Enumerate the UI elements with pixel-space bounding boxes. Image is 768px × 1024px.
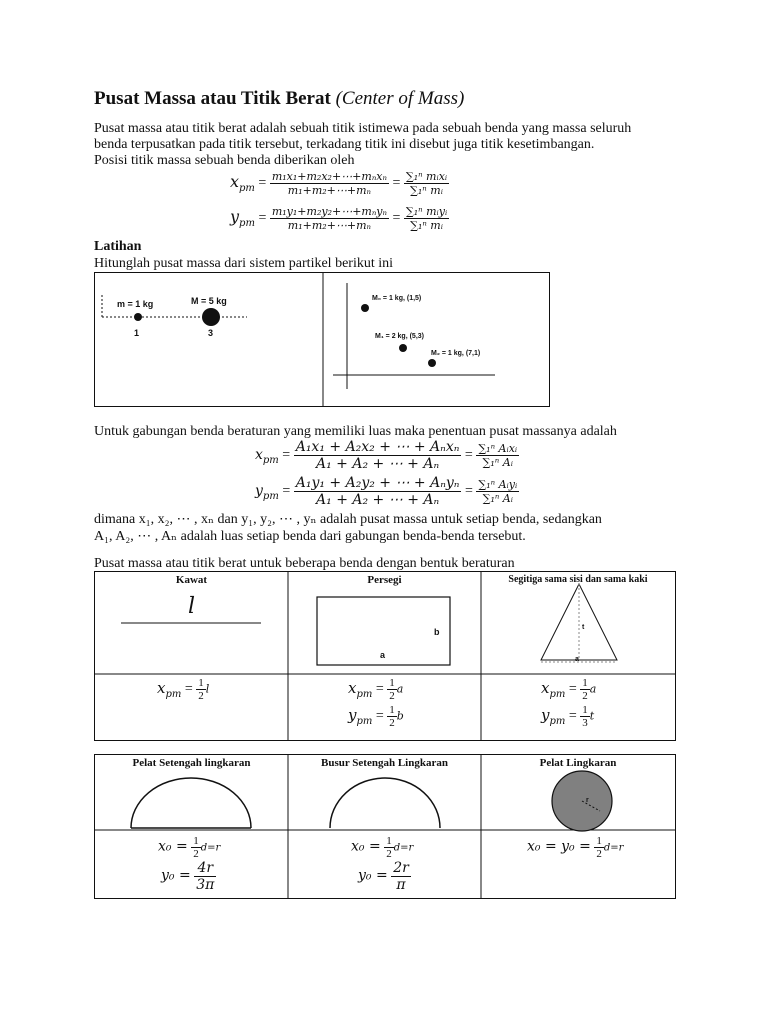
exercise-heading: Latihan (94, 239, 142, 254)
cx-sum-denominator: ∑₁ⁿ Aᵢ (482, 456, 513, 469)
title-main: Pusat Massa atau Titik Berat (94, 88, 331, 109)
persegi-x-den: 2 (389, 690, 395, 702)
cy-symbol: y (255, 482, 263, 499)
pelat-setengah-y0 (161, 860, 216, 893)
y-sub: pm (239, 217, 255, 229)
formula-x-pm: $x_{pm}$ = $\frac{\text{m₁x₁+m₂x₂+⋯+mₙxₙ}}{\text{m₁+m₂+⋯+mₙ}}$ = $\frac{\text{∑₁ⁿ mᵢxᵢ}}{\text{∑₁ⁿ mᵢ}}$ (230, 170, 448, 197)
segitiga-formula-x: $x_{pm}$ = $\frac{1}{2}$ a (541, 677, 597, 702)
x-sum-numerator: ∑₁ⁿ mᵢxᵢ (405, 170, 448, 183)
composite-formula-x: $x_{pm}$ = $\frac{\text{A₁x₁ + A₂x₂ + ⋯ + Aₙxₙ}}{\text{A₁ + A₂ + ⋯ + Aₙ}}$ = $\frac{\text{∑₁ⁿ Aᵢxᵢ}}{\text{∑₁ⁿ Aᵢ}}$ (255, 439, 518, 472)
cx-numerator: A₁x₁ + A₂x₂ + ⋯ + Aₙxₙ (295, 439, 460, 455)
kawat-den: 2 (198, 690, 204, 702)
bs-x0-num: 1 (386, 835, 392, 847)
rect-a-label: a (380, 650, 386, 660)
kawat-num: 1 (198, 677, 204, 689)
x-sub: pm (239, 182, 255, 194)
where-line-2: A₁, A₂, ⋯ , Aₙ adalah luas setiap benda dari gabungan benda-benda tersebut. (94, 529, 526, 544)
particle-m2-dot (428, 359, 436, 367)
pelat-setengah-x0 (158, 835, 220, 860)
ps-y0-num: 4r (194, 860, 216, 877)
segitiga-formula-y: $y_{pm}$ = $\frac{1}{3}$ t (541, 704, 595, 729)
cy-numerator: A₁y₁ + A₂y₂ + ⋯ + Aₙyₙ (295, 475, 460, 491)
persegi-y-den: 2 (389, 717, 395, 729)
kawat-var: l (205, 682, 210, 696)
mass-small-dot (134, 313, 142, 321)
m-label: m = 1 kg (117, 299, 154, 309)
intro-line-1: Pusat massa atau titik berat adalah sebuah titik istimewa pada sebuah benda yang massa seluruh (94, 121, 632, 136)
segitiga-x-var: a (589, 682, 597, 696)
x-symbol: x (230, 171, 240, 191)
page-title (94, 88, 464, 110)
particle-m1-dot (399, 344, 407, 352)
intro-line-3: Posisi titik massa sebuah benda diberikan oleh (94, 153, 355, 168)
kawat-formula: $x_{pm}$ = $\frac{1}{2}$ l (157, 677, 210, 702)
table1-caption: Pusat massa atau titik berat untuk beberapa benda dengan bentuk beraturan (94, 556, 515, 571)
x-denominator: m₁+m₂+⋯+mₙ (287, 184, 371, 197)
kawat-x: x (157, 678, 166, 697)
header-pelat-lingkaran: Pelat Lingkaran (539, 757, 617, 769)
composite-formula-y: $y_{pm}$ = $\frac{\text{A₁y₁ + A₂y₂ + ⋯ + Aₙyₙ}}{\text{A₁ + A₂ + ⋯ + Aₙ}}$ = $\frac{\text{∑₁ⁿ Aᵢyᵢ}}{\text{∑₁ⁿ Aᵢ}}$ (255, 475, 518, 508)
persegi-y-var: b (396, 709, 404, 723)
tri-t-label: t (582, 624, 585, 631)
persegi-x-num: 1 (389, 677, 395, 689)
cx-sub: pm (262, 454, 279, 466)
persegi-y: y (348, 705, 357, 724)
formula-y-pm: $y_{pm}$ = $\frac{\text{m₁y₁+m₂y₂+⋯+mₙyₙ}}{\text{m₁+m₂+⋯+mₙ}}$ = $\frac{\text{∑₁ⁿ mᵢyᵢ}}{\text{∑₁ⁿ mᵢ}}$ (230, 205, 448, 232)
header-pelat-setengah: Pelat Setengah lingkaran (132, 757, 251, 769)
ps-y0-den: 3π (196, 877, 215, 893)
persegi-formula-y: $y_{pm}$ = $\frac{1}{2}$ b (348, 704, 404, 729)
persegi-x-sub: pm (356, 688, 373, 700)
particle-m1-label: M₁ = 2 kg, (5,3) (375, 333, 424, 340)
semicircle-arc-shape (330, 778, 440, 828)
segitiga-y-den: 3 (582, 717, 588, 729)
bs-x0-den: 2 (386, 848, 392, 860)
y-sum-denominator: ∑₁ⁿ mᵢ (410, 219, 443, 232)
ps-y0-label: y₀ = (161, 867, 191, 884)
pelat-lingkaran-xy0 (527, 835, 623, 860)
bs-y0-label: y₀ = (358, 867, 388, 884)
header-persegi: Persegi (367, 574, 402, 586)
segitiga-x-num: 1 (582, 677, 588, 689)
mass-large-dot (202, 308, 220, 326)
header-kawat: Kawat (175, 574, 208, 586)
cx-symbol: x (255, 446, 263, 463)
x-sum-denominator: ∑₁ⁿ mᵢ (410, 184, 443, 197)
ps-x0-num: 1 (193, 835, 199, 847)
cx-denominator: A₁ + A₂ + ⋯ + Aₙ (316, 456, 440, 472)
persegi-y-num: 1 (389, 704, 395, 716)
title-italic: Center of Mass (341, 88, 459, 109)
cy-sum-numerator: ∑₁ⁿ Aᵢyᵢ (478, 478, 518, 491)
ps-x0-label: x₀ = (158, 838, 188, 855)
segitiga-x: x (541, 678, 550, 697)
y-numerator: m₁y₁+m₂y₂+⋯+mₙyₙ (271, 205, 387, 218)
table2 (94, 754, 676, 899)
busur-setengah-y0 (358, 860, 411, 893)
segitiga-y-num: 1 (582, 704, 588, 716)
composite-line: Untuk gabungan benda beraturan yang memiliki luas maka penentuan pusat massanya adalah (94, 424, 617, 439)
x-numerator: m₁x₁+m₂x₂+⋯+mₙxₙ (271, 170, 387, 183)
particle-m2-label: M₂ = 1 kg, (7,1) (431, 350, 481, 357)
pl-x0-den: 2 (596, 848, 602, 860)
particle-m0-dot (361, 304, 369, 312)
segitiga-x-sub: pm (549, 688, 566, 700)
persegi-x: x (348, 678, 357, 697)
segitiga-y: y (541, 705, 550, 724)
exercise-box (94, 272, 550, 407)
particle-m0-label: M₀ = 1 kg, (1,5) (372, 295, 422, 302)
header-busur-setengah: Busur Setengah Lingkaran (321, 757, 448, 769)
cy-sum-denominator: ∑₁ⁿ Aᵢ (482, 492, 513, 505)
intro-line-2: benda terpusatkan pada titik tersebut, terkadang titik ini disebut juga titik kesetimbangan. (94, 137, 595, 152)
header-segitiga: Segitiga sama sisi dan sama kaki (508, 574, 648, 585)
bs-x0-label: x₀ = (351, 838, 381, 855)
M-label: M = 5 kg (191, 296, 227, 306)
title-paren-open: ( (335, 88, 342, 109)
ps-x0-den: 2 (193, 848, 199, 860)
y-denominator: m₁+m₂+⋯+mₙ (287, 219, 372, 232)
table1 (94, 571, 676, 741)
y-symbol: y (230, 206, 240, 226)
pl-x0-var: d=r (603, 842, 624, 854)
title-paren-close: ) (458, 88, 465, 109)
tri-a-label: a (575, 656, 579, 663)
ps-x0-var: d=r (200, 842, 221, 854)
cx-sum-numerator: ∑₁ⁿ Aᵢxᵢ (478, 442, 518, 455)
bs-x0-var: d=r (393, 842, 414, 854)
kawat-x-sub: pm (165, 688, 182, 700)
persegi-y-sub: pm (356, 715, 373, 727)
persegi-x-var: a (396, 682, 404, 696)
exercise-diagram (95, 273, 549, 406)
where-line-1: dimana x₁, x₂, ⋯ , xₙ dan y₁, y₂, ⋯ , yₙ adalah pusat massa untuk setiap benda, sedangkan (94, 512, 602, 527)
pos-1-label: 1 (134, 328, 140, 338)
pos-3-label: 3 (208, 328, 214, 338)
semicircle-plate-shape (131, 778, 251, 828)
exercise-prompt: Hitunglah pusat massa dari sistem partikel berikut ini (94, 256, 393, 271)
cy-sub: pm (262, 490, 279, 502)
segitiga-y-var: t (589, 709, 595, 723)
y-sum-numerator: ∑₁ⁿ mᵢyᵢ (405, 205, 448, 218)
segitiga-y-sub: pm (549, 715, 566, 727)
segitiga-x-den: 2 (582, 690, 588, 702)
wire-length-label: l (188, 594, 196, 619)
rect-b-label: b (434, 627, 440, 637)
bs-y0-den: π (396, 877, 406, 893)
busur-setengah-x0 (351, 835, 413, 860)
pl-xy0-label: x₀ = y₀ = (527, 838, 591, 855)
persegi-formula-x: $x_{pm}$ = $\frac{1}{2}$ a (348, 677, 404, 702)
circle-r-label: r (586, 797, 589, 804)
bs-y0-num: 2r (393, 860, 409, 876)
cy-denominator: A₁ + A₂ + ⋯ + Aₙ (316, 492, 440, 508)
pl-x0-num: 1 (596, 835, 602, 847)
